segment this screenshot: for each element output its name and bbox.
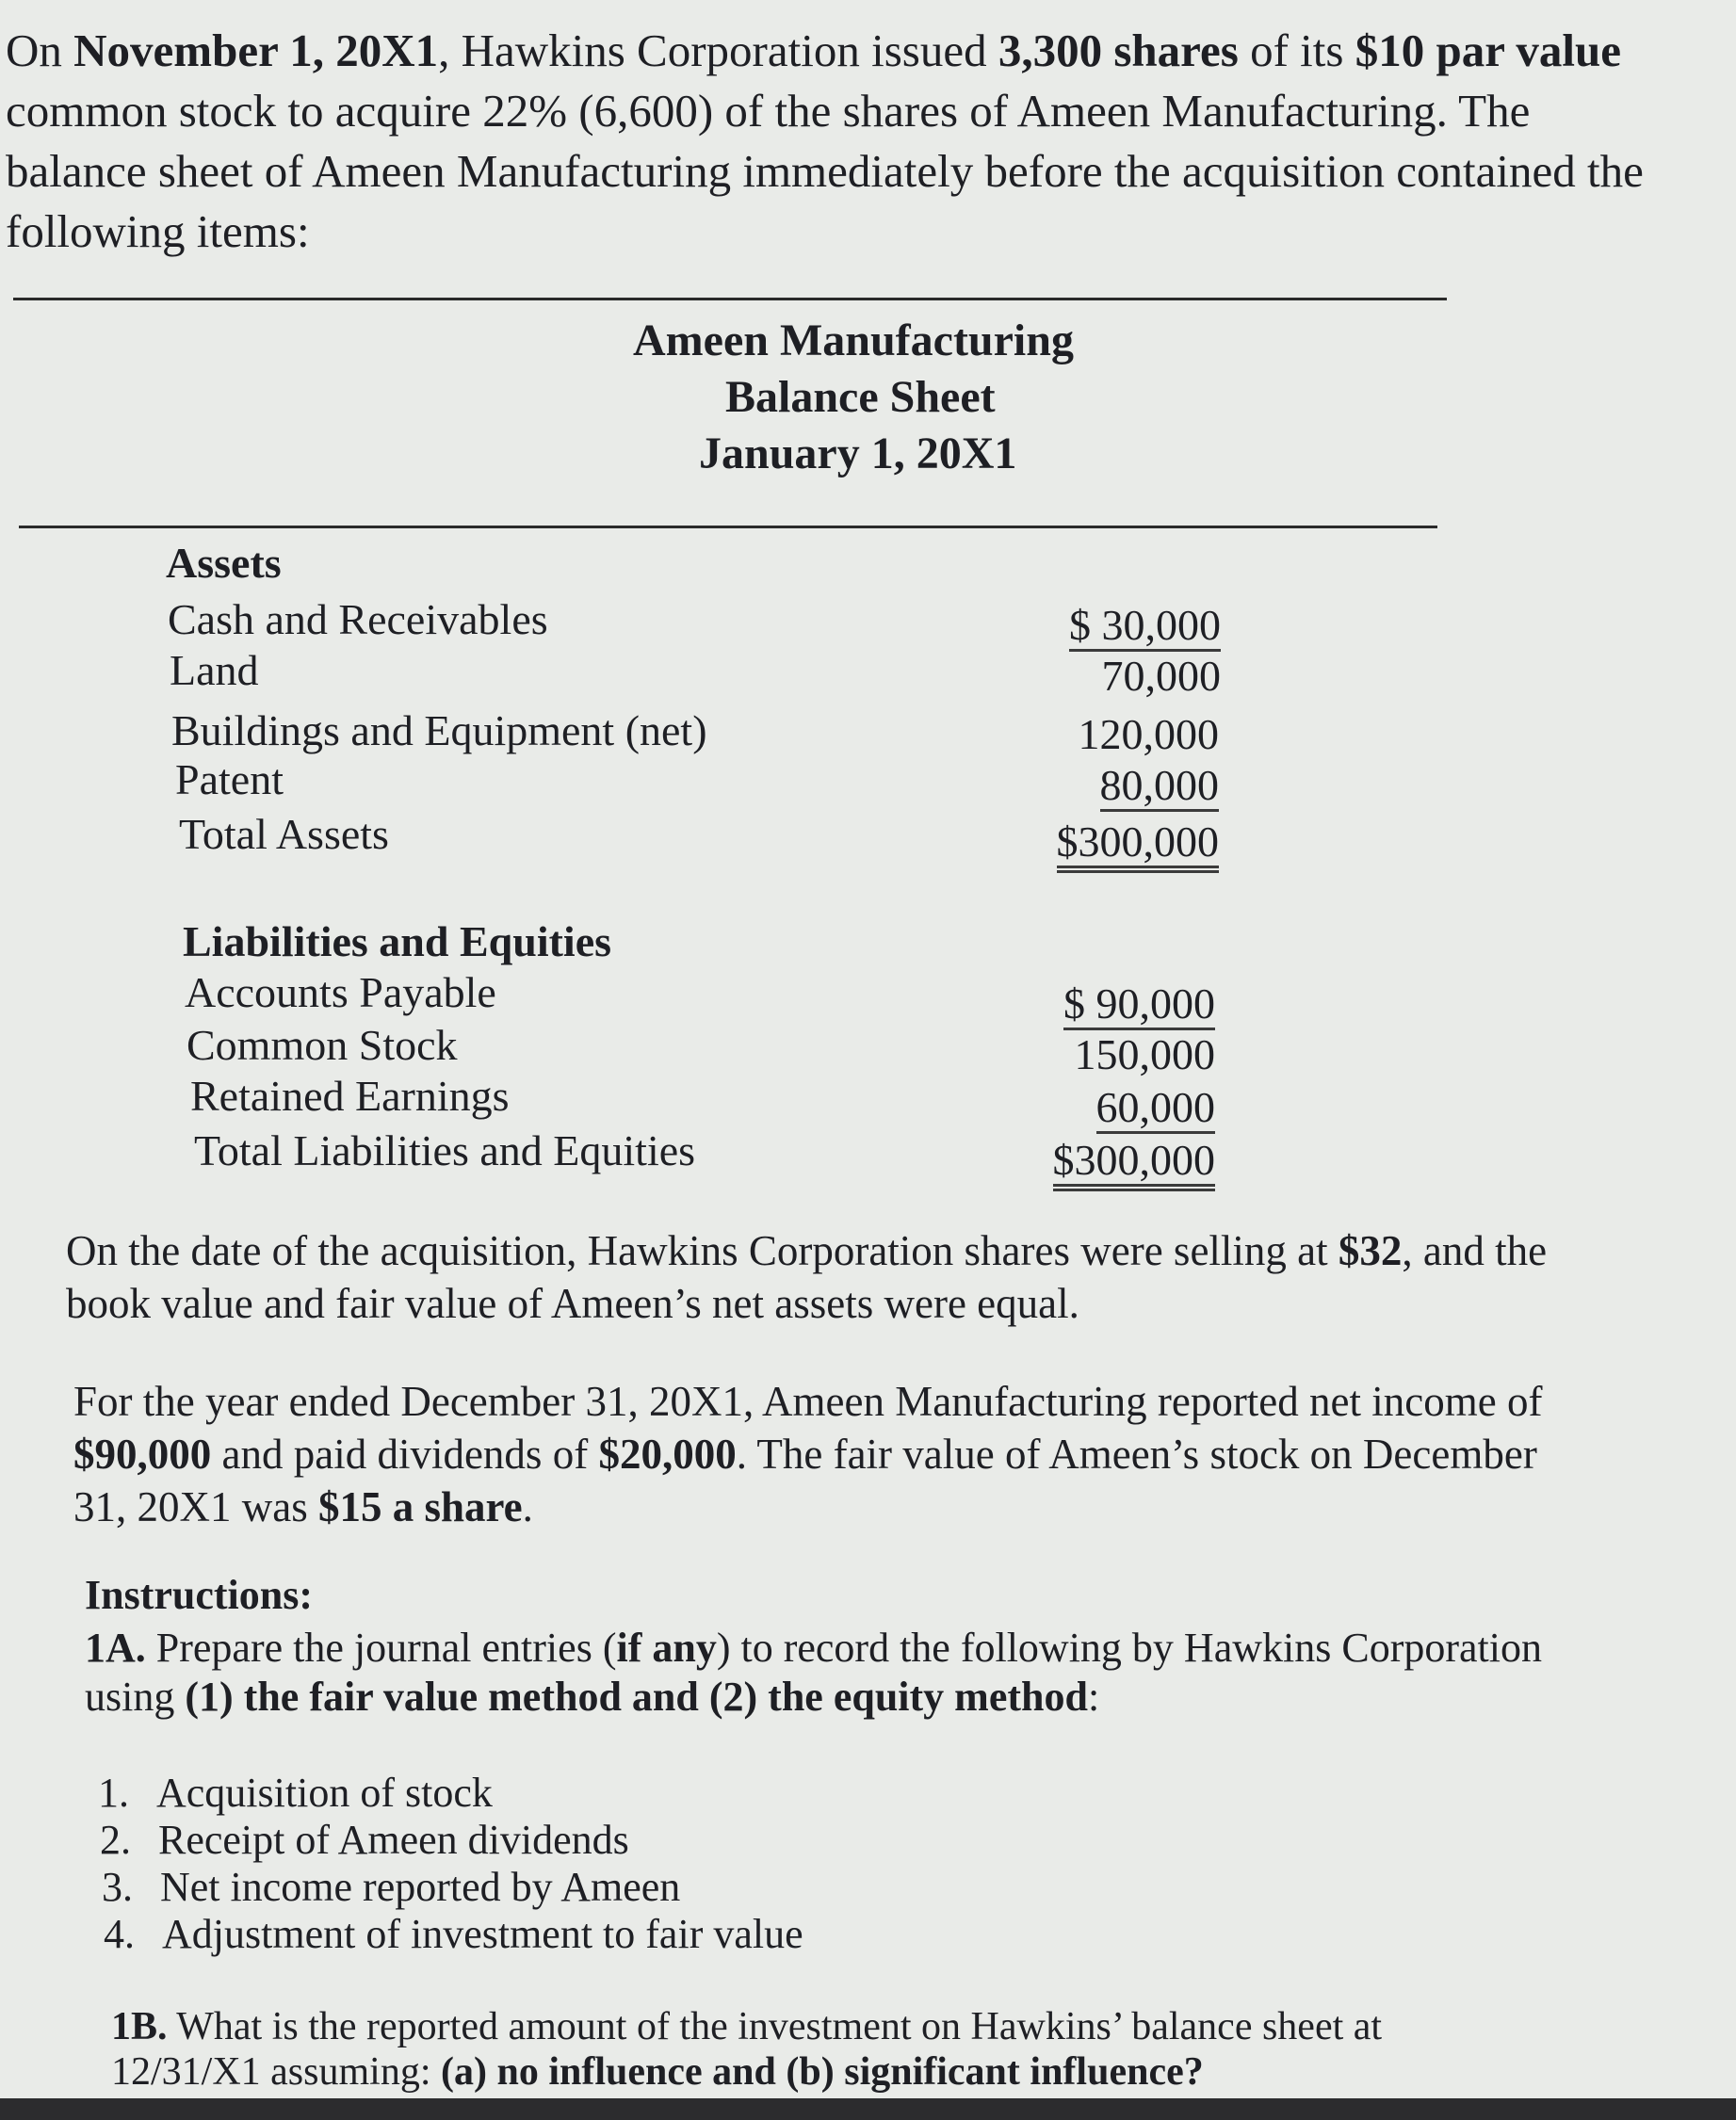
liabilities-header: Liabilities and Equities — [183, 917, 612, 965]
list-item: 1. Acquisition of stock — [98, 1770, 493, 1816]
liability-amount-total: $300,000 — [970, 1134, 1215, 1187]
asset-amount-buildings: 120,000 — [1078, 710, 1219, 758]
asset-label-patent: Patent — [175, 755, 284, 803]
list-item: 4. Adjustment of investment to fair value — [104, 1911, 803, 1957]
question-1b-line-2: 12/31/X1 assuming: (a) no influence and (b) significant influence? — [111, 2050, 1204, 2094]
question-1b-line-1: 1B. What is the reported amount of the investment on Hawkins’ balance sheet at — [111, 2005, 1383, 2048]
question-1b — [111, 2004, 1382, 2095]
instructions-block — [85, 1571, 1542, 1722]
asset-amount-patent: 80,000 — [974, 759, 1219, 812]
asset-amount-total: $300,000 — [974, 816, 1219, 868]
asset-label-total: Total Assets — [179, 810, 389, 858]
intro-line-1: On November 1, 20X1, Hawkins Corporation issued 3,300 shares of its $10 par value — [6, 24, 1621, 76]
question-1a-line-2: using (1) the fair value method and (2) the equity method: — [85, 1674, 1100, 1720]
intro-line-2: common stock to acquire 22% (6,600) of the shares of Ameen Manufacturing. The — [6, 85, 1531, 137]
intro-paragraph — [6, 21, 1729, 262]
balance-sheet-top-rule — [13, 298, 1447, 300]
para3-line-1: For the year ended December 31, 20X1, Ameen Manufacturing reported net income of — [73, 1378, 1543, 1425]
para3-line-3: 31, 20X1 was $15 a share. — [73, 1483, 533, 1530]
list-item: 2. Receipt of Ameen dividends — [100, 1817, 629, 1863]
asset-amount-cash: $ 30,000 — [976, 599, 1221, 652]
statement-date: January 1, 20X1 — [699, 429, 1017, 478]
asset-label-cash: Cash and Receivables — [168, 595, 548, 643]
asset-amount-land: 70,000 — [1101, 652, 1221, 700]
intro-line-4: following items: — [6, 205, 310, 257]
question-1a-line-1: 1A. Prepare the journal entries (if any) to record the following by Hawkins Corporation — [85, 1625, 1542, 1671]
liability-amount-ap: $ 90,000 — [970, 978, 1215, 1030]
liability-amount-cs: 150,000 — [1074, 1030, 1215, 1078]
assets-header: Assets — [166, 539, 282, 587]
liability-label-re: Retained Earnings — [190, 1072, 510, 1120]
instructions-header: Instructions: — [85, 1572, 314, 1618]
liability-label-total: Total Liabilities and Equities — [194, 1126, 696, 1174]
acquisition-date-paragraph — [66, 1224, 1547, 1330]
liability-amount-re: 60,000 — [970, 1081, 1215, 1134]
year-end-paragraph — [73, 1375, 1542, 1533]
liability-label-ap: Accounts Payable — [185, 968, 496, 1016]
para3-line-2: $90,000 and paid dividends of $20,000. The fair value of Ameen’s stock on December — [73, 1431, 1537, 1478]
para2-line-1: On the date of the acquisition, Hawkins Corporation shares were selling at $32, and the — [66, 1227, 1548, 1274]
intro-line-3: balance sheet of Ameen Manufacturing immediately before the acquisition contained the — [6, 145, 1644, 197]
balance-sheet-header-rule — [19, 526, 1437, 528]
liability-label-cs: Common Stock — [187, 1021, 458, 1069]
list-item: 3. Net income reported by Ameen — [102, 1864, 681, 1910]
company-name: Ameen Manufacturing — [633, 316, 1074, 365]
asset-label-land: Land — [170, 646, 259, 694]
statement-name: Balance Sheet — [725, 372, 996, 422]
para2-line-2: book value and fair value of Ameen’s net assets were equal. — [66, 1280, 1079, 1327]
screen-bezel — [0, 2098, 1736, 2120]
asset-label-buildings: Buildings and Equipment (net) — [171, 706, 707, 754]
